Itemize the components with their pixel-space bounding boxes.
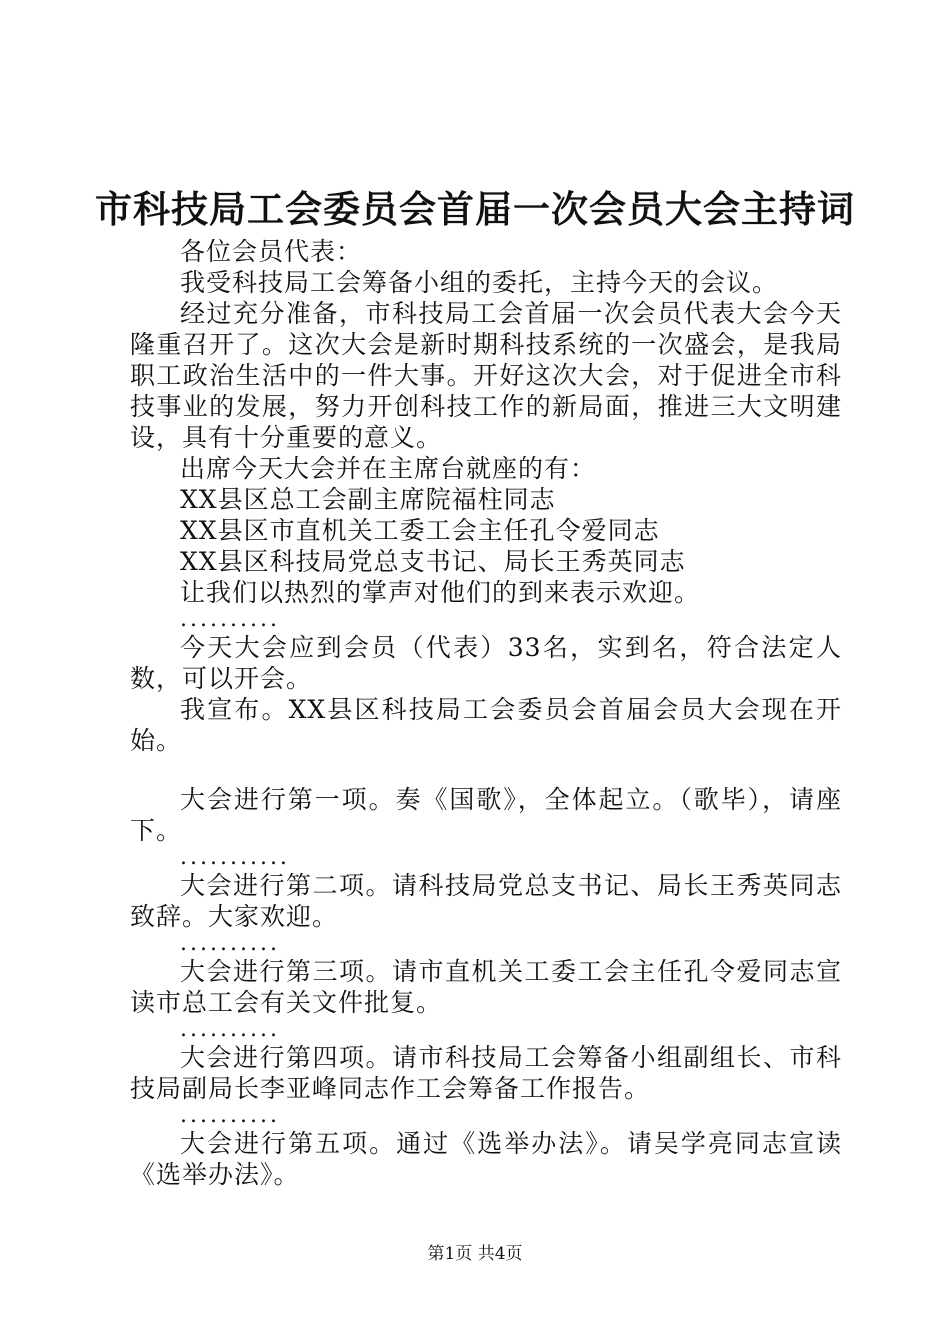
attendee-line: XX县区总工会副主席院福柱同志 <box>180 485 556 514</box>
paragraph: 出席今天大会并在主席台就座的有： <box>180 454 597 483</box>
agenda-item: 大会进行第一项。奏《国歌》，全体起立。（歌毕），请座下。 <box>130 785 842 845</box>
agenda-item: 大会进行第五项。通过《选举办法》。请吴学亮同志宣读《选举办法》。 <box>130 1129 842 1189</box>
paragraph: 让我们以热烈的掌声对他们的到来表示欢迎。 <box>180 578 701 607</box>
page-footer: 第1页 共4页 <box>427 1244 523 1264</box>
document-body <box>130 236 842 1190</box>
agenda-item: 大会进行第四项。请市科技局工会筹备小组副组长、市科技局副局长李亚峰同志作工会筹备工作报告。 <box>130 1043 842 1103</box>
document-title: 市科技局工会委员会首届一次会员大会主持词 <box>95 187 855 231</box>
paragraph: 今天大会应到会员（代表）33名，实到名，符合法定人数，可以开会。 <box>130 633 842 693</box>
paragraph: 我受科技局工会筹备小组的委托，主持今天的会议。 <box>180 268 779 297</box>
paragraph: 我宣布。XX县区科技局工会委员会首届会员大会现在开始。 <box>130 695 842 755</box>
paragraph: 经过充分准备，市科技局工会首届一次会员代表大会今天隆重召开了。这次大会是新时期科技系统的一次盛会，是我局职工政治生活中的一件大事。开好这次大会，对于促进全市科技事业的发展，努力开创科技工作的新局面，推进三大文明建设，具有十分重要的意义。 <box>130 299 842 452</box>
attendee-line: XX县区市直机关工委工会主任孔令爱同志 <box>180 516 660 545</box>
spacer <box>130 756 842 784</box>
paragraph-salutation: 各位会员代表： <box>180 237 363 266</box>
agenda-item: 大会进行第三项。请市直机关工委工会主任孔令爱同志宣读市总工会有关文件批复。 <box>130 957 842 1017</box>
ellipsis-separator: ........... <box>180 845 290 870</box>
ellipsis-separator: .......... <box>180 1103 280 1128</box>
attendee-line: XX县区科技局党总支书记、局长王秀英同志 <box>180 547 686 576</box>
ellipsis-separator: .......... <box>180 931 280 956</box>
ellipsis-separator: .......... <box>180 1017 280 1042</box>
ellipsis-separator: .......... <box>180 607 280 632</box>
agenda-item: 大会进行第二项。请科技局党总支书记、局长王秀英同志致辞。大家欢迎。 <box>130 871 842 931</box>
